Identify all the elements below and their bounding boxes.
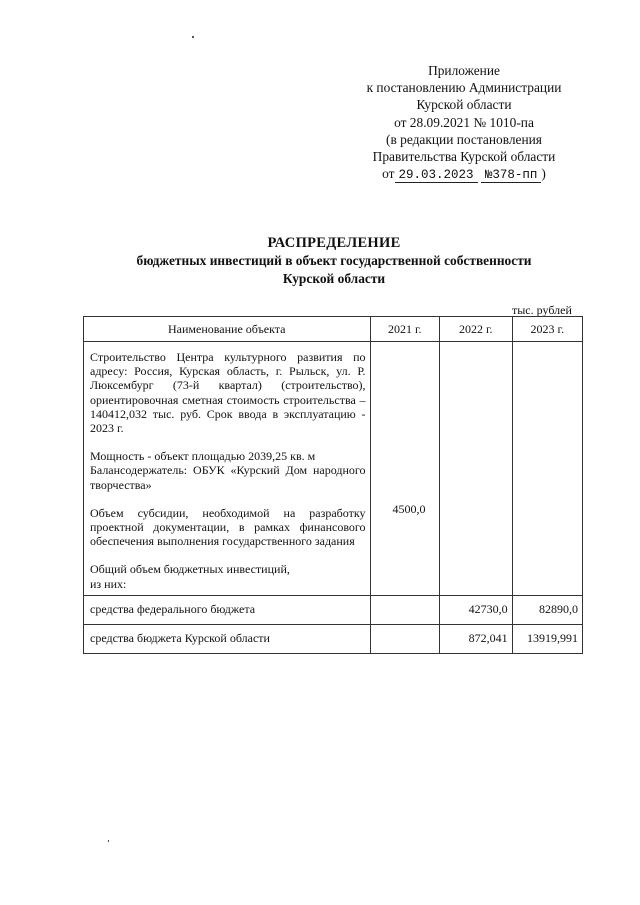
cell-2021	[370, 595, 439, 624]
cell-2023: 82890,0	[512, 595, 582, 624]
table-row	[84, 624, 583, 653]
cell-2021-value: 4500,0	[370, 342, 439, 596]
description-total: Общий объем бюджетных инвестиций,	[90, 562, 290, 577]
units-label: тыс. рублей	[512, 303, 572, 317]
appendix-line: от 28.09.2021 № 1010-па	[394, 114, 534, 130]
cell-2022-empty	[439, 342, 512, 596]
title-sub: бюджетных инвестиций в объект государственной собственности	[136, 253, 532, 268]
cell-2021	[370, 624, 439, 653]
row-label: средства федерального бюджета	[84, 595, 371, 624]
title-sub: Курской области	[282, 270, 386, 286]
closing-paren: )	[541, 166, 546, 182]
description-including: из них:	[90, 576, 127, 591]
description-subsidy: Объем субсидии, необходимой на разработку проектной документации, в рамках финансового обеспечения выполнения государственного задания	[90, 505, 366, 549]
date-prefix: от	[382, 166, 395, 182]
appendix-line: (в редакции постановления	[386, 131, 542, 147]
appendix-header	[340, 62, 588, 183]
table-header-row	[84, 317, 583, 342]
description-holder: Балансодержатель: ОБУК «Курский Дом народного творчества»	[90, 463, 366, 492]
amendment-date: 29.03.2023	[395, 168, 478, 183]
header-2023: 2023 г.	[512, 317, 582, 342]
cell-2022: 42730,0	[439, 595, 512, 624]
cell-2023-empty	[512, 342, 582, 596]
description-capacity: Мощность - объект площадью 2039,25 кв. м	[90, 449, 316, 464]
cell-2022: 872,041	[439, 624, 512, 653]
object-description-cell	[84, 342, 371, 596]
scan-speck	[108, 840, 109, 842]
header-object-name: Наименование объекта	[84, 317, 371, 342]
header-2022: 2022 г.	[439, 317, 512, 342]
object-description-row	[84, 342, 583, 596]
title-main: РАСПРЕДЕЛЕНИЕ	[267, 235, 401, 251]
appendix-line: Правительства Курской области	[372, 149, 556, 165]
appendix-line: Курской области	[416, 97, 512, 113]
scan-speck	[192, 36, 194, 38]
document-title	[60, 234, 608, 287]
header-2021: 2021 г.	[370, 317, 439, 342]
appendix-line: Приложение	[428, 63, 500, 78]
description-paragraph: Строительство Центра культурного развития по адресу: Россия, Курская область, г. Рыльск, ул. Р. Люксембург (73-й квартал) (строительство), ориентировочная сметная стоимость строительства – 140412,032 тыс. руб. Срок ввода в эксплуатацию - 2023 г.	[90, 350, 366, 436]
cell-2023: 13919,991	[512, 624, 582, 653]
row-label: средства бюджета Курской области	[84, 624, 371, 653]
appendix-line: к постановлению Администрации	[366, 80, 562, 96]
amendment-number: №378-пп	[481, 168, 542, 183]
table-row	[84, 595, 583, 624]
investment-table	[83, 316, 583, 654]
appendix-amendment-line	[340, 165, 588, 183]
